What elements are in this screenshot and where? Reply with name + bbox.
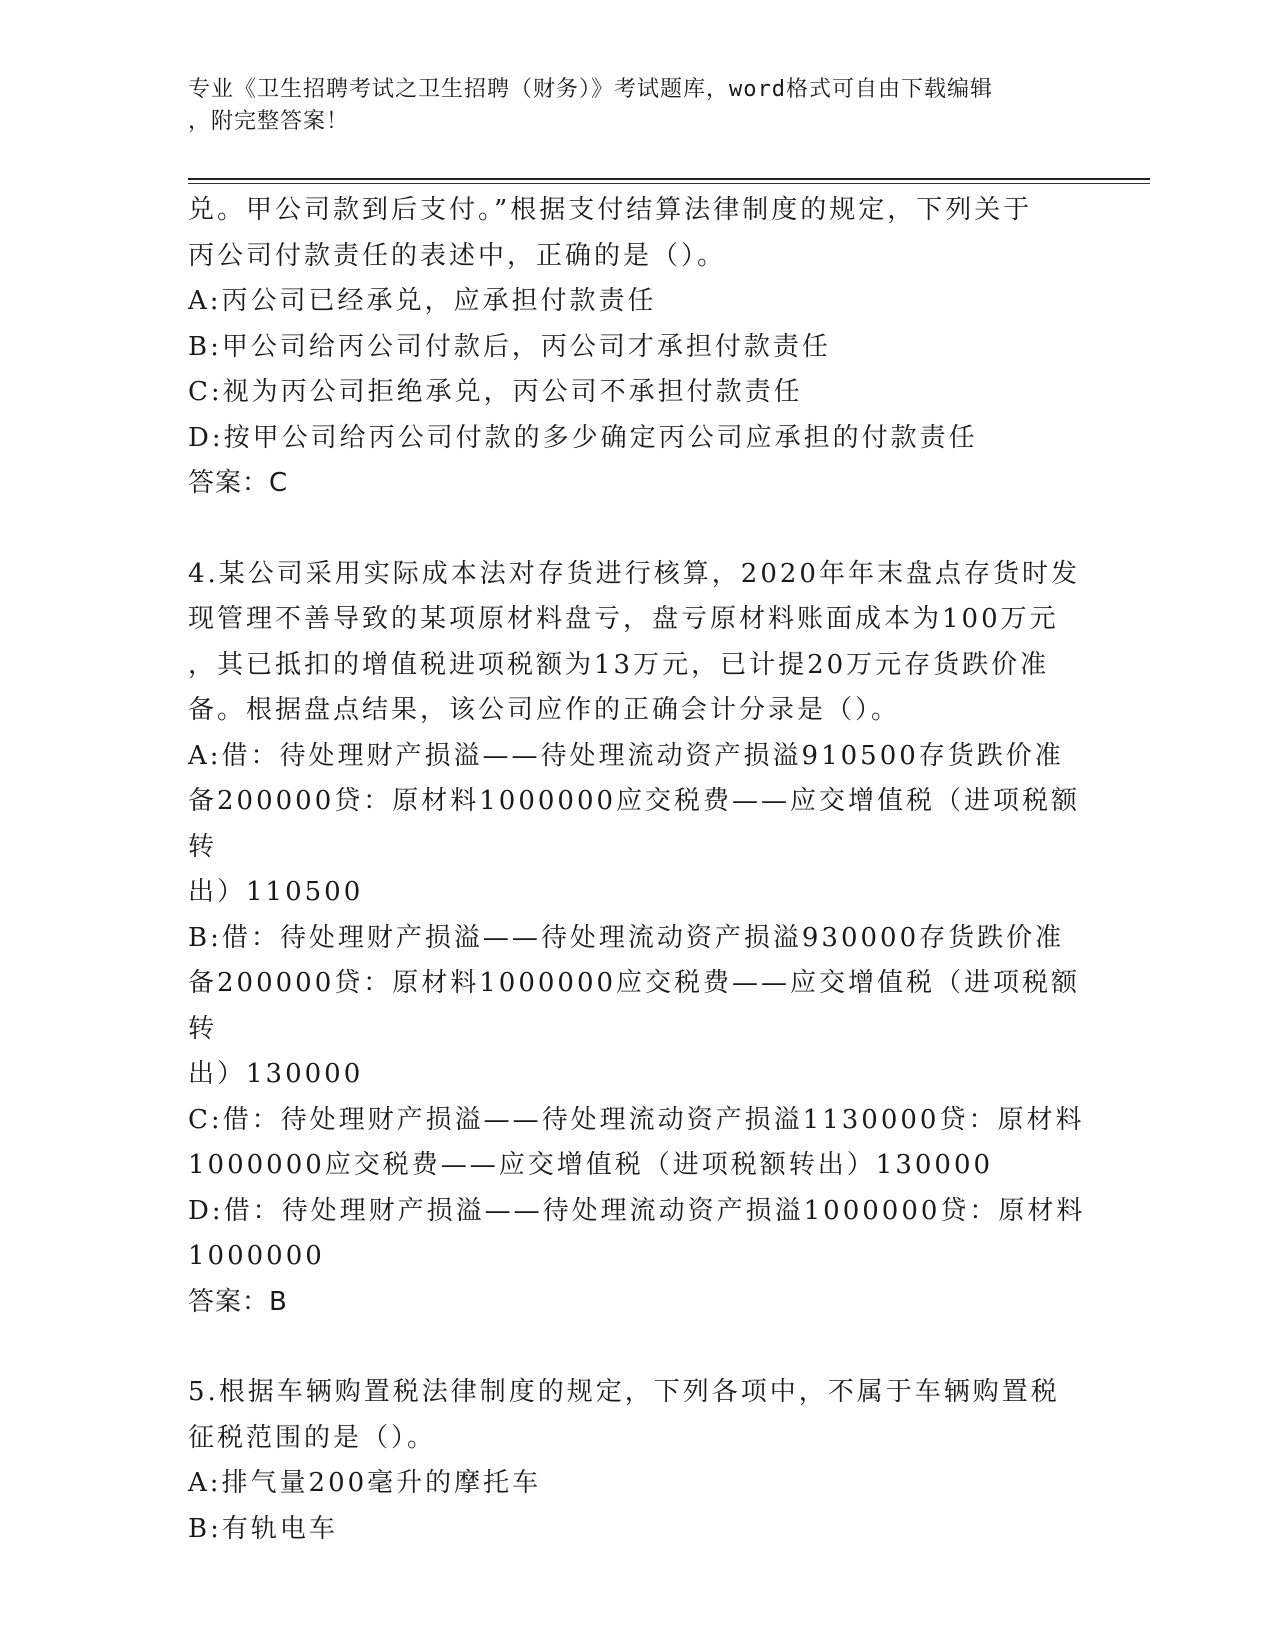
question-4-option-b-line-2: 备200000贷：原材料1000000应交税费——应交增值税（进项税额转 [188, 968, 1081, 1044]
question-3-answer: 答案：C [188, 468, 289, 498]
question-3 [188, 188, 1088, 507]
header-title-line-2: ，附完整答案！ [188, 109, 350, 134]
question-4-answer: 答案：B [188, 1286, 288, 1317]
question-4-option-c-line-2: 1000000应交税费——应交增值税（进项税额转出）130000 [188, 1150, 994, 1180]
question-3-stem-line-2: 丙公司付款责任的表述中，正确的是（）。 [188, 240, 727, 271]
question-4-stem-line-2: 现管理不善导致的某项原材料盘亏，盘亏原材料账面成本为100万元 [188, 604, 1059, 634]
question-5-stem-line-2: 征税范围的是（）。 [188, 1422, 437, 1453]
question-3-option-b: B:甲公司给丙公司付款后，丙公司才承担付款责任 [188, 331, 831, 362]
page-header [188, 74, 1068, 138]
question-4-option-a-line-1: A:借：待处理财产损溢——待处理流动资产损溢910500存货跌价准 [188, 740, 1064, 771]
question-4-option-a-line-3: 出）110500 [188, 877, 364, 907]
question-4-option-b-line-1: B:借：待处理财产损溢——待处理流动资产损溢930000存货跌价准 [188, 922, 1065, 953]
question-3-option-c: C:视为丙公司拒绝承兑，丙公司不承担付款责任 [188, 377, 803, 407]
question-4 [188, 552, 1088, 1326]
question-4-option-d-line-1: D:借：待处理财产损溢——待处理流动资产损溢1000000贷：原材料 [188, 1195, 1086, 1226]
question-5-option-a: A:排气量200毫升的摩托车 [188, 1468, 542, 1498]
question-spacer [188, 1325, 1088, 1370]
question-3-option-d: D:按甲公司给丙公司付款的多少确定丙公司应承担的付款责任 [188, 422, 978, 453]
question-5-stem-line-1: 5.根据车辆购置税法律制度的规定，下列各项中，不属于车辆购置税 [188, 1377, 1060, 1407]
question-5-option-b: B:有轨电车 [188, 1513, 338, 1544]
question-4-stem-line-1: 4.某公司采用实际成本法对存货进行核算，2020年年末盘点存货时发 [188, 558, 1080, 589]
header-rule-thick [188, 178, 1150, 180]
question-4-option-b-line-3: 出）130000 [188, 1059, 364, 1089]
header-rule-thin [188, 183, 1150, 184]
question-3-stem-line-1: 兑。甲公司款到后支付。”根据支付结算法律制度的规定，下列关于 [188, 195, 1033, 225]
question-3-option-a: A:丙公司已经承兑，应承担付款责任 [188, 286, 657, 316]
header-title-line-1: 专业《卫生招聘考试之卫生招聘（财务）》考试题库，word格式可自由下载编辑 [188, 77, 993, 102]
question-4-stem-line-4: 备。根据盘点结果，该公司应作的正确会计分录是（）。 [188, 695, 901, 725]
question-4-option-c-line-1: C:借：待处理财产损溢——待处理流动资产损溢1130000贷：原材料 [188, 1104, 1085, 1135]
question-5 [188, 1370, 1088, 1552]
question-content [188, 188, 1088, 1552]
question-4-option-a-line-2: 备200000贷：原材料1000000应交税费——应交增值税（进项税额转 [188, 786, 1081, 862]
question-4-option-d-line-2: 1000000 [188, 1241, 325, 1271]
question-4-stem-line-3: ，其已抵扣的增值税进项税额为13万元，已计提20万元存货跌价准 [188, 649, 1050, 680]
question-spacer [188, 507, 1088, 552]
